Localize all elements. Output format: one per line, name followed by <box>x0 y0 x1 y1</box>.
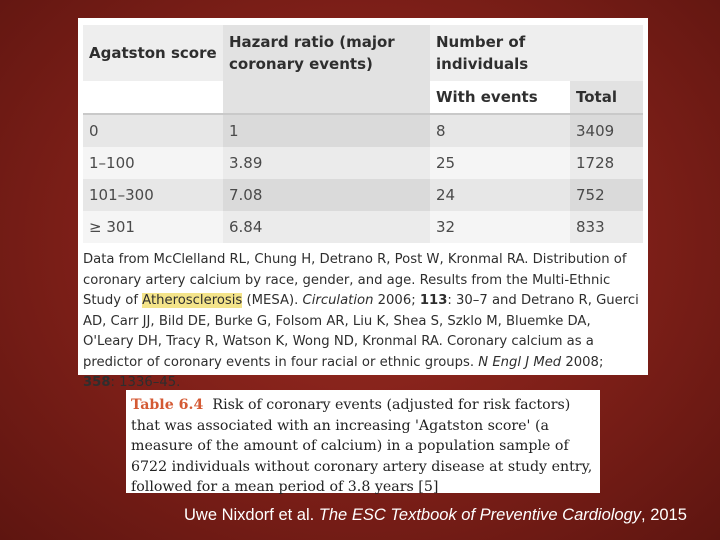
cell-score: ≥ 301 <box>83 211 223 243</box>
caption-label: Table 6.4 <box>131 397 204 413</box>
table-subheader-row <box>83 81 643 114</box>
cell-score: 101–300 <box>83 179 223 211</box>
table-row <box>83 211 643 243</box>
table-row <box>83 147 643 179</box>
table-row <box>83 114 643 147</box>
cell-total: 1728 <box>570 147 643 179</box>
header-number-individuals: Number of individuals <box>430 25 643 81</box>
subheader-empty-1 <box>83 81 223 114</box>
cell-score: 1–100 <box>83 147 223 179</box>
source-citation: Uwe Nixdorf et al. The ESC Textbook of Preventive Cardiology, 2015 <box>184 506 687 524</box>
caption-text: Risk of coronary events (adjusted for risk factors) that was associated with an increasing 'Agatston score' (a measure of the amount of calcium) in a population sample of 6722 individuals without coronary artery disease at study entry, followed for a mean period of 3.8 years [5] <box>131 397 593 496</box>
agatston-table <box>83 25 643 243</box>
caption-panel <box>126 390 600 496</box>
cell-events: 24 <box>430 179 570 211</box>
cell-total: 833 <box>570 211 643 243</box>
header-hazard-ratio: Hazard ratio (major coronary events) <box>223 25 430 81</box>
table-caption <box>131 395 593 498</box>
table-row <box>83 179 643 211</box>
cell-events: 32 <box>430 211 570 243</box>
cell-hazard: 6.84 <box>223 211 430 243</box>
cell-hazard: 1 <box>223 114 430 147</box>
cell-events: 8 <box>430 114 570 147</box>
table-panel <box>78 18 648 390</box>
table-footnote: Data from McClelland RL, Chung H, Detrano R, Post W, Kronmal RA. Distribution of coronary artery calcium by race, gender, and age. Results from the Multi-Ethnic Study of Atherosclerosis (MESA). Circulation 2006; 113: 30–7 and Detrano R, Guerci AD, Carr JJ, Bild DE, Burke G, Folsom AR, Liu K, Shea S, Szklo M, Bluemke DA, O'Leary DH, Tracy R, Watson K, Wong ND, Kronmal RA. Coronary calcium as a predictor of coronary events in four racial or ethnic groups. N Engl J Med 2008; 358: 1336–45. <box>83 252 639 390</box>
subheader-with-events: With events <box>430 81 570 114</box>
book-title: The ESC Textbook of Preventive Cardiology <box>318 506 642 524</box>
highlighted-term: Atherosclerosis <box>142 293 243 308</box>
cell-total: 752 <box>570 179 643 211</box>
subheader-empty-2 <box>223 81 430 114</box>
header-agatston-score: Agatston score <box>83 25 223 81</box>
table-header-row <box>83 25 643 81</box>
cell-score: 0 <box>83 114 223 147</box>
cell-total: 3409 <box>570 114 643 147</box>
cell-hazard: 3.89 <box>223 147 430 179</box>
subheader-total: Total <box>570 81 643 114</box>
cell-hazard: 7.08 <box>223 179 430 211</box>
cell-events: 25 <box>430 147 570 179</box>
